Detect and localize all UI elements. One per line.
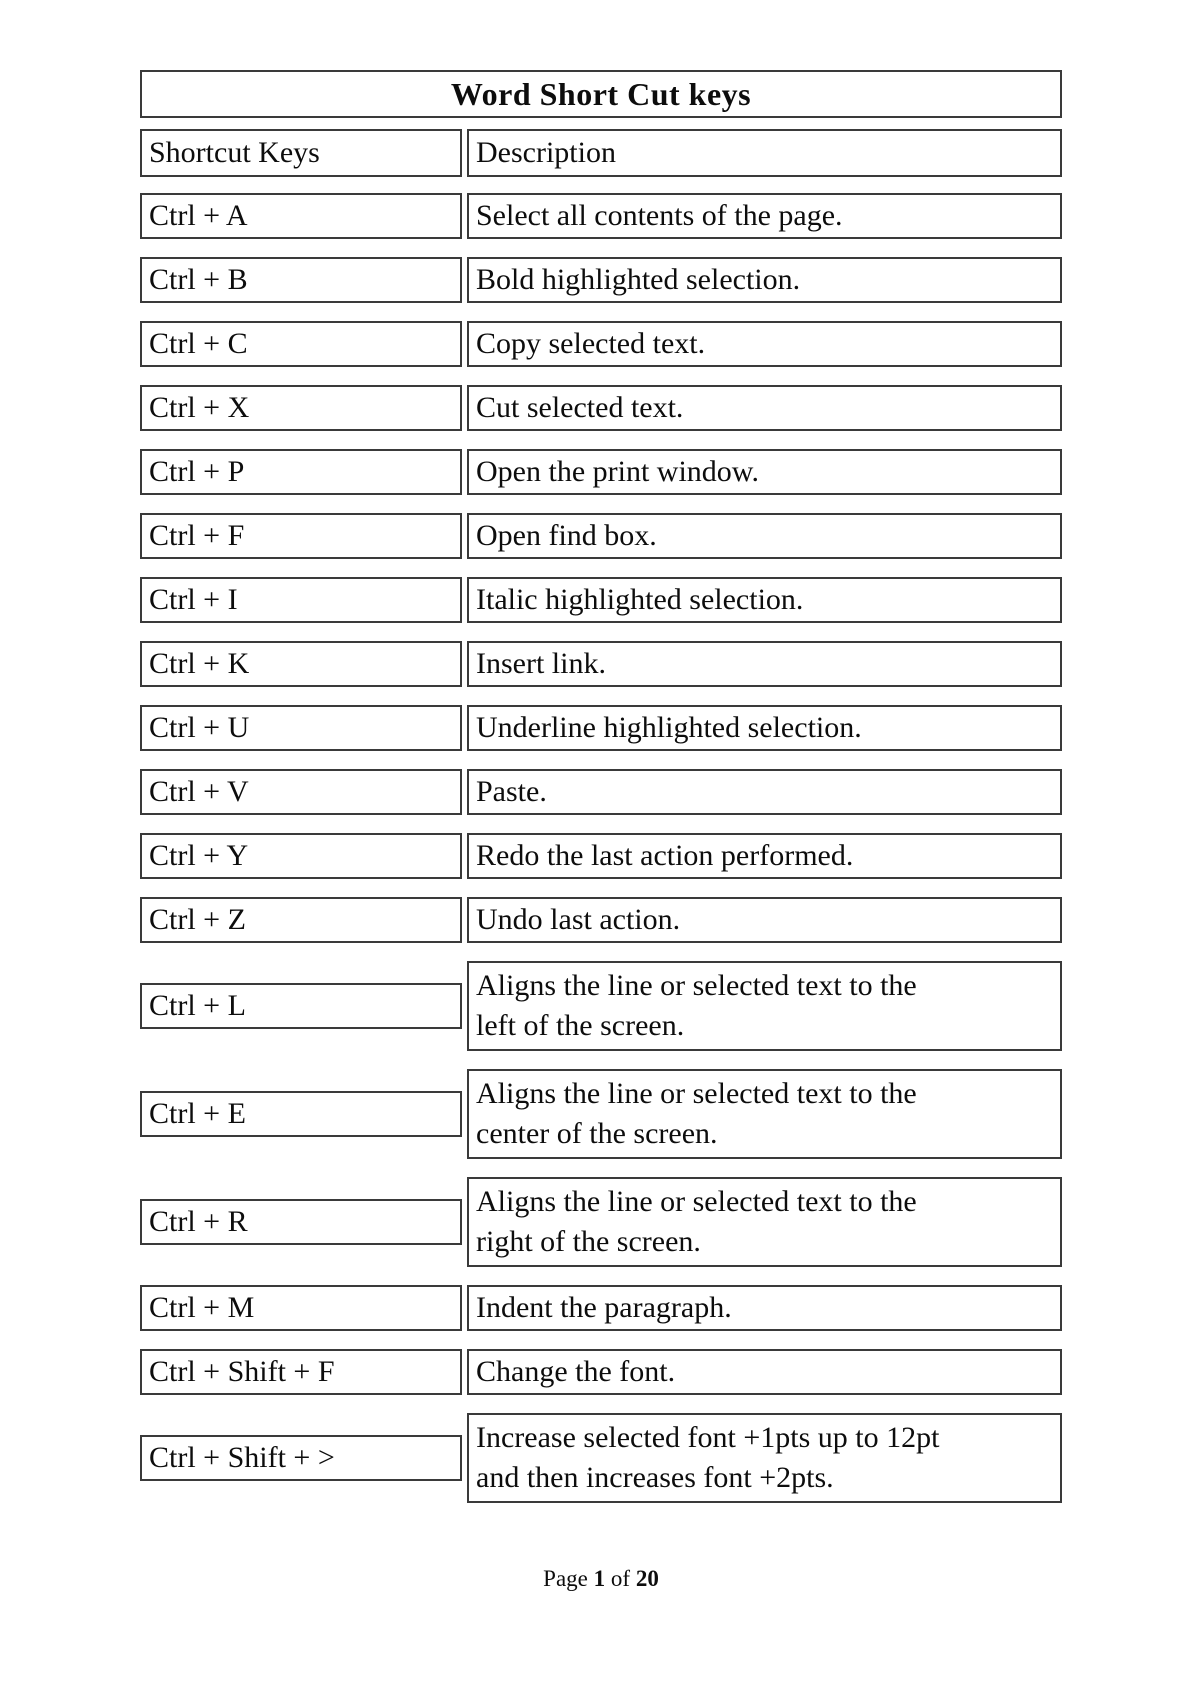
shortcut-cell: Ctrl + E [140, 1091, 462, 1137]
description-line: Cut selected text. [476, 391, 684, 424]
description-line: Indent the paragraph. [476, 1291, 732, 1324]
description-cell [467, 1413, 1062, 1503]
description-line: Change the font. [476, 1355, 676, 1388]
table-title: Word Short Cut keys [140, 70, 1062, 118]
description-line: Paste. [476, 775, 547, 808]
description-cell [467, 961, 1062, 1051]
description-cell [467, 1349, 1062, 1395]
shortcut-table [140, 70, 1062, 1521]
shortcut-cell: Ctrl + L [140, 983, 462, 1029]
description-cell [467, 833, 1062, 879]
description-line: left of the screen. [476, 1009, 685, 1042]
header-cell-shortcut-keys: Shortcut Keys [140, 129, 462, 177]
shortcut-cell: Ctrl + Y [140, 833, 462, 879]
page-footer [140, 1566, 1062, 1592]
table-row [140, 257, 1062, 303]
table-row [140, 513, 1062, 559]
table-row [140, 1413, 1062, 1503]
description-cell [467, 193, 1062, 239]
shortcut-cell: Ctrl + Shift + > [140, 1435, 462, 1481]
description-cell [467, 1069, 1062, 1159]
shortcut-cell: Ctrl + X [140, 385, 462, 431]
table-row [140, 897, 1062, 943]
description-cell [467, 897, 1062, 943]
description-line: Aligns the line or selected text to the [476, 1185, 917, 1218]
table-row [140, 1285, 1062, 1331]
shortcut-cell: Ctrl + K [140, 641, 462, 687]
table-row [140, 769, 1062, 815]
table-row [140, 193, 1062, 239]
description-line: Aligns the line or selected text to the [476, 1077, 917, 1110]
table-row [140, 321, 1062, 367]
header-description-label: Description [476, 136, 616, 169]
description-cell [467, 641, 1062, 687]
description-line: Copy selected text. [476, 327, 706, 360]
description-line: Insert link. [476, 647, 606, 680]
footer-total-pages: 20 [635, 1566, 659, 1591]
table-row [140, 833, 1062, 879]
description-cell [467, 577, 1062, 623]
shortcut-cell: Ctrl + F [140, 513, 462, 559]
header-cell-description [467, 129, 1062, 177]
table-row [140, 641, 1062, 687]
description-cell [467, 385, 1062, 431]
table-row [140, 449, 1062, 495]
description-line: Aligns the line or selected text to the [476, 969, 917, 1002]
description-line: Italic highlighted selection. [476, 583, 804, 616]
shortcut-cell: Ctrl + B [140, 257, 462, 303]
description-cell [467, 513, 1062, 559]
description-line: center of the screen. [476, 1117, 718, 1150]
description-line: Open find box. [476, 519, 657, 552]
shortcut-cell: Ctrl + V [140, 769, 462, 815]
description-cell [467, 769, 1062, 815]
description-line: Increase selected font +1pts up to 12pt [476, 1421, 940, 1454]
table-row [140, 1069, 1062, 1159]
footer-of-word: of [610, 1566, 631, 1591]
shortcut-cell: Ctrl + M [140, 1285, 462, 1331]
shortcut-cell: Ctrl + A [140, 193, 462, 239]
table-row [140, 385, 1062, 431]
footer-page-word: Page [543, 1566, 588, 1591]
description-cell [467, 257, 1062, 303]
description-line: Redo the last action performed. [476, 839, 854, 872]
table-row [140, 961, 1062, 1051]
description-cell [467, 705, 1062, 751]
table-header-row [140, 129, 1062, 177]
table-row [140, 577, 1062, 623]
shortcut-cell: Ctrl + R [140, 1199, 462, 1245]
description-line: Open the print window. [476, 455, 760, 488]
description-line: right of the screen. [476, 1225, 701, 1258]
description-cell [467, 449, 1062, 495]
shortcut-cell: Ctrl + Shift + F [140, 1349, 462, 1395]
description-cell [467, 1285, 1062, 1331]
description-line: Underline highlighted selection. [476, 711, 862, 744]
shortcut-cell: Ctrl + P [140, 449, 462, 495]
shortcut-cell: Ctrl + Z [140, 897, 462, 943]
description-line: and then increases font +2pts. [476, 1461, 834, 1494]
table-row [140, 1177, 1062, 1267]
table-row [140, 1349, 1062, 1395]
description-line: Undo last action. [476, 903, 681, 936]
footer-page-number: 1 [593, 1566, 606, 1591]
description-cell [467, 1177, 1062, 1267]
shortcut-cell: Ctrl + U [140, 705, 462, 751]
description-line: Bold highlighted selection. [476, 263, 801, 296]
shortcut-cell: Ctrl + C [140, 321, 462, 367]
description-cell [467, 321, 1062, 367]
table-row [140, 705, 1062, 751]
description-line: Select all contents of the page. [476, 199, 843, 232]
shortcut-cell: Ctrl + I [140, 577, 462, 623]
